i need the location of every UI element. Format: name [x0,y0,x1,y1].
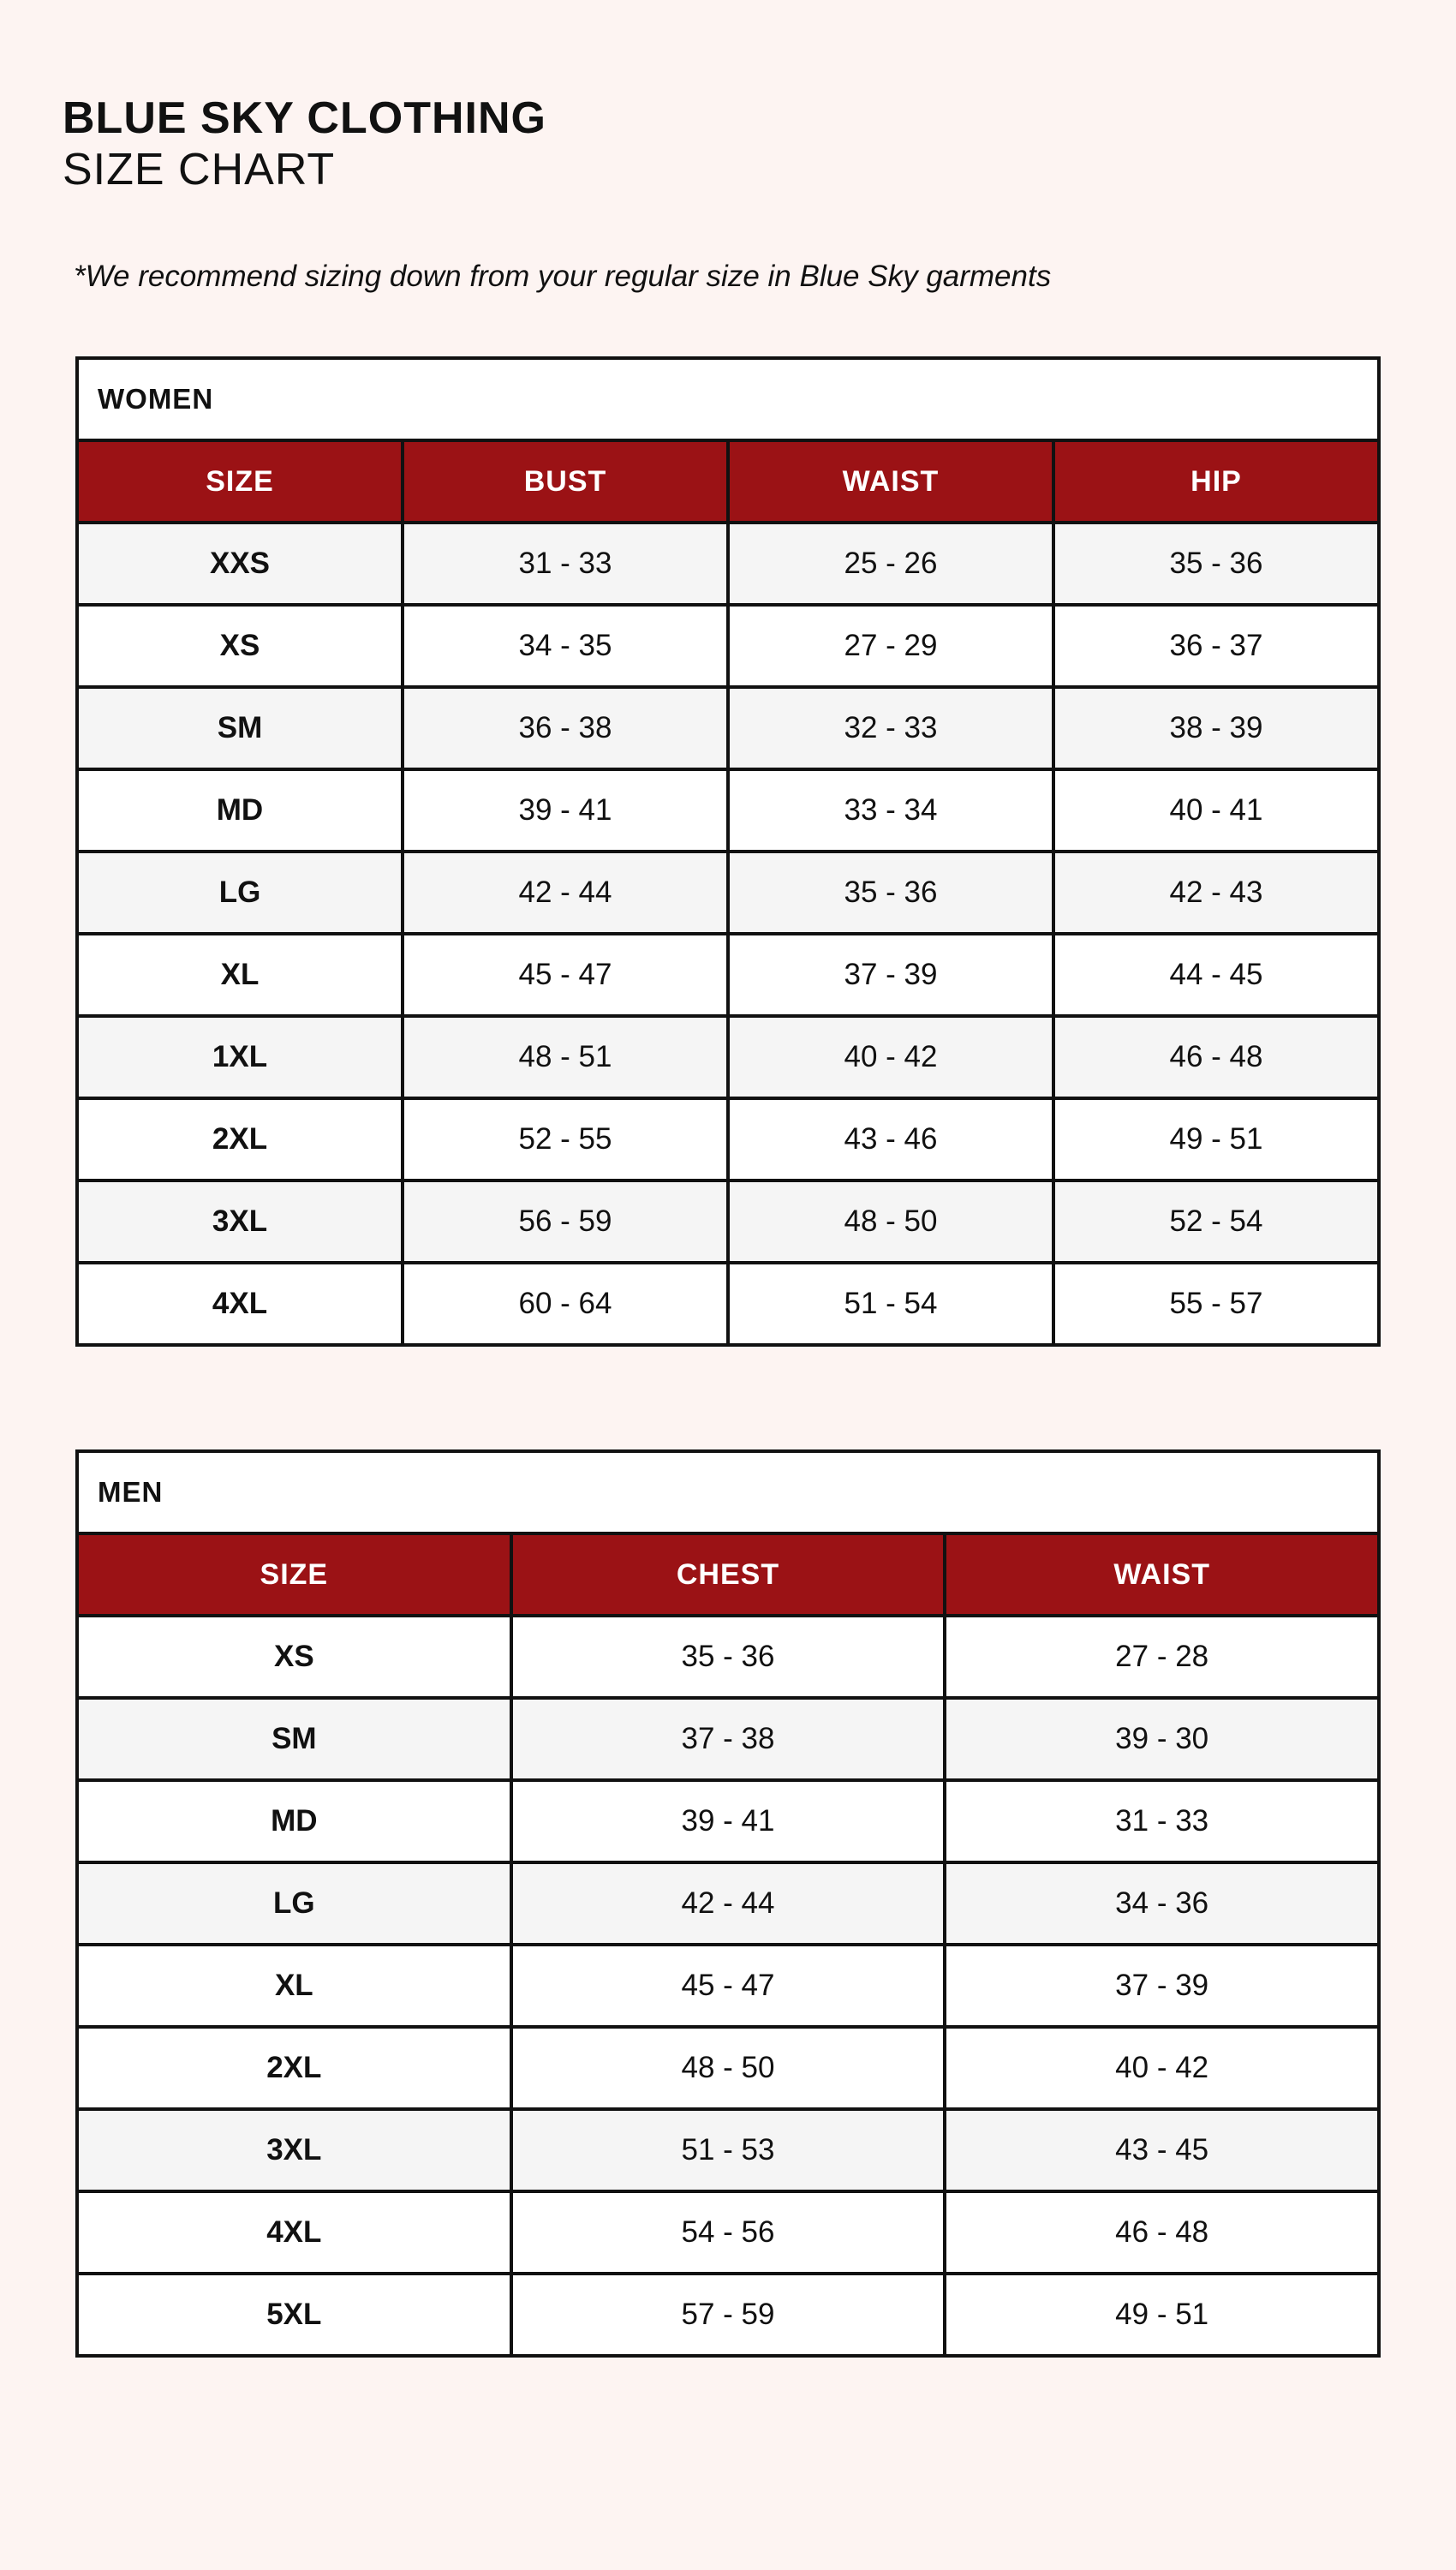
waist-cell: 40 - 42 [945,2027,1379,2109]
sizing-note: *We recommend sizing down from your regular size in Blue Sky garments [74,260,1052,293]
page-subtitle: SIZE CHART [63,145,336,194]
men-column-header: SIZE [77,1533,511,1616]
waist-cell: 40 - 42 [728,1016,1053,1098]
hip-cell: 35 - 36 [1053,523,1379,605]
table-row [77,1016,1379,1098]
men-size-table [75,1449,1381,2358]
table-row [77,523,1379,605]
table-row [77,2109,1379,2191]
table-row [77,769,1379,852]
women-column-header: SIZE [77,440,403,523]
size-cell: 2XL [77,2027,511,2109]
chest-cell: 42 - 44 [511,1862,946,1945]
size-cell: XXS [77,523,403,605]
hip-cell: 46 - 48 [1053,1016,1379,1098]
bust-cell: 52 - 55 [403,1098,728,1180]
table-row [77,852,1379,934]
waist-cell: 34 - 36 [945,1862,1379,1945]
size-cell: 5XL [77,2274,511,2356]
chest-cell: 51 - 53 [511,2109,946,2191]
chest-cell: 57 - 59 [511,2274,946,2356]
waist-cell: 43 - 46 [728,1098,1053,1180]
table-row [77,1263,1379,1345]
size-cell: SM [77,687,403,769]
chest-cell: 45 - 47 [511,1945,946,2027]
size-cell: XL [77,1945,511,2027]
hip-cell: 38 - 39 [1053,687,1379,769]
women-column-header: BUST [403,440,728,523]
waist-cell: 48 - 50 [728,1180,1053,1263]
chest-cell: 54 - 56 [511,2191,946,2274]
bust-cell: 39 - 41 [403,769,728,852]
women-section-title: WOMEN [77,358,1379,440]
waist-cell: 27 - 28 [945,1616,1379,1698]
chest-cell: 48 - 50 [511,2027,946,2109]
size-cell: 2XL [77,1098,403,1180]
waist-cell: 43 - 45 [945,2109,1379,2191]
bust-cell: 45 - 47 [403,934,728,1016]
table-row [77,2027,1379,2109]
table-row [77,1862,1379,1945]
table-row [77,2274,1379,2356]
bust-cell: 36 - 38 [403,687,728,769]
hip-cell: 49 - 51 [1053,1098,1379,1180]
size-cell: 4XL [77,1263,403,1345]
chest-cell: 39 - 41 [511,1780,946,1862]
women-size-table [75,356,1381,1347]
table-row [77,1698,1379,1780]
waist-cell: 49 - 51 [945,2274,1379,2356]
waist-cell: 25 - 26 [728,523,1053,605]
bust-cell: 42 - 44 [403,852,728,934]
waist-cell: 39 - 30 [945,1698,1379,1780]
size-cell: XS [77,605,403,687]
hip-cell: 52 - 54 [1053,1180,1379,1263]
waist-cell: 35 - 36 [728,852,1053,934]
size-cell: 4XL [77,2191,511,2274]
size-cell: XS [77,1616,511,1698]
table-row [77,1616,1379,1698]
size-cell: MD [77,1780,511,1862]
size-cell: LG [77,852,403,934]
waist-cell: 27 - 29 [728,605,1053,687]
hip-cell: 55 - 57 [1053,1263,1379,1345]
table-row [77,1180,1379,1263]
brand-title: BLUE SKY CLOTHING [63,93,546,143]
table-row [77,605,1379,687]
waist-cell: 51 - 54 [728,1263,1053,1345]
size-cell: MD [77,769,403,852]
chest-cell: 37 - 38 [511,1698,946,1780]
women-column-header: HIP [1053,440,1379,523]
table-row [77,1780,1379,1862]
bust-cell: 31 - 33 [403,523,728,605]
table-row [77,1098,1379,1180]
size-cell: 3XL [77,1180,403,1263]
size-cell: 3XL [77,2109,511,2191]
men-column-header: WAIST [945,1533,1379,1616]
size-cell: LG [77,1862,511,1945]
bust-cell: 60 - 64 [403,1263,728,1345]
table-row [77,687,1379,769]
table-row [77,2191,1379,2274]
waist-cell: 31 - 33 [945,1780,1379,1862]
waist-cell: 37 - 39 [728,934,1053,1016]
hip-cell: 42 - 43 [1053,852,1379,934]
waist-cell: 37 - 39 [945,1945,1379,2027]
table-row [77,1945,1379,2027]
hip-cell: 36 - 37 [1053,605,1379,687]
bust-cell: 56 - 59 [403,1180,728,1263]
chest-cell: 35 - 36 [511,1616,946,1698]
hip-cell: 44 - 45 [1053,934,1379,1016]
men-section-title: MEN [77,1451,1379,1533]
bust-cell: 34 - 35 [403,605,728,687]
size-cell: 1XL [77,1016,403,1098]
women-column-header: WAIST [728,440,1053,523]
bust-cell: 48 - 51 [403,1016,728,1098]
hip-cell: 40 - 41 [1053,769,1379,852]
size-cell: SM [77,1698,511,1780]
table-row [77,934,1379,1016]
size-cell: XL [77,934,403,1016]
waist-cell: 46 - 48 [945,2191,1379,2274]
waist-cell: 32 - 33 [728,687,1053,769]
waist-cell: 33 - 34 [728,769,1053,852]
men-column-header: CHEST [511,1533,946,1616]
